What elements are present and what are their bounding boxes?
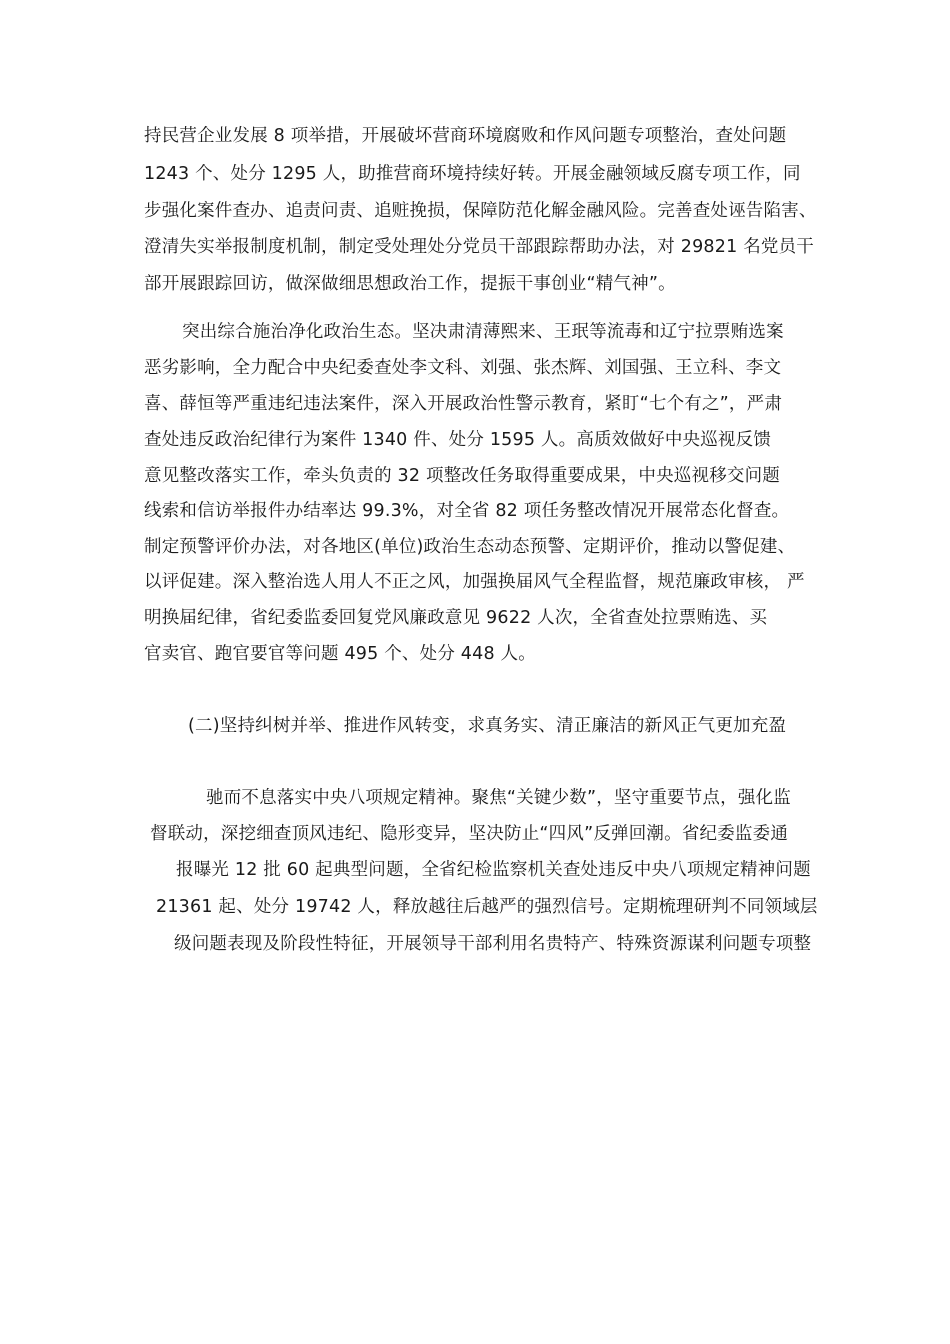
section-heading: (二)坚持纠树并举、推进作风转变，求真务实、清正廉洁的新风正气更加充盈	[188, 716, 787, 736]
paragraph-line: 督联动，深挖细查顶风违纪、隐形变异，坚决防止“四风”反弹回潮。省纪委监委通	[150, 824, 789, 844]
paragraph-line: 澄清失实举报制度机制，制定受处理处分党员干部跟踪帮助办法，对 29821 名党员干	[144, 237, 814, 257]
paragraph-line: 持民营企业发展 8 项举措，开展破坏营商环境腐败和作风问题专项整治，查处问题	[144, 126, 787, 146]
paragraph-line: 恶劣影响，全力配合中央纪委查处李文科、刘强、张杰辉、刘国强、王立科、李文	[144, 358, 782, 378]
paragraph-line: 部开展跟踪回访，做深做细思想政治工作，提振干事创业“精气神”。	[144, 274, 676, 294]
paragraph-line: 步强化案件查办、追责问责、追赃挽损，保障防范化解金融风险。完善查处诬告陷害、	[144, 201, 817, 221]
paragraph-line: 突出综合施治净化政治生态。坚决肃清薄熙来、王珉等流毒和辽宁拉票贿选案	[182, 322, 784, 342]
paragraph-line: 线索和信访举报件办结率达 99.3%，对全省 82 项任务整改情况开展常态化督查。	[144, 501, 790, 521]
paragraph-line: 21361 起、处分 19742 人，释放越往后越严的强烈信号。定期梳理研判不同领域层	[156, 897, 818, 917]
paragraph-line: 1243 个、处分 1295 人，助推营商环境持续好转。开展金融领域反腐专项工作，同	[144, 164, 801, 184]
paragraph-line: 制定预警评价办法，对各地区(单位)政治生态动态预警、定期评价，推动以警促建、	[144, 537, 796, 557]
paragraph-line: 官卖官、跑官要官等问题 495 个、处分 448 人。	[144, 644, 536, 664]
paragraph-line: 意见整改落实工作，牵头负责的 32 项整改任务取得重要成果，中央巡视移交问题	[144, 466, 780, 486]
paragraph-line: 以评促建。深入整治选人用人不正之风，加强换届风气全程监督，规范廉政审核， 严	[144, 572, 805, 592]
paragraph-line: 喜、薛恒等严重违纪违法案件，深入开展政治性警示教育，紧盯“七个有之”，严肃	[144, 394, 783, 414]
paragraph-line: 驰而不息落实中央八项规定精神。聚焦“关键少数”，坚守重要节点，强化监	[206, 788, 791, 808]
paragraph-line: 报曝光 12 批 60 起典型问题，全省纪检监察机关查处违反中央八项规定精神问题	[176, 860, 811, 880]
paragraph-line: 明换届纪律，省纪委监委回复党风廉政意见 9622 人次，全省查处拉票贿选、买	[144, 608, 768, 628]
paragraph-line: 查处违反政治纪律行为案件 1340 件、处分 1595 人。高质效做好中央巡视反馈	[144, 430, 772, 450]
paragraph-line: 级问题表现及阶段性特征，开展领导干部利用名贵特产、特殊资源谋利问题专项整	[174, 934, 812, 954]
